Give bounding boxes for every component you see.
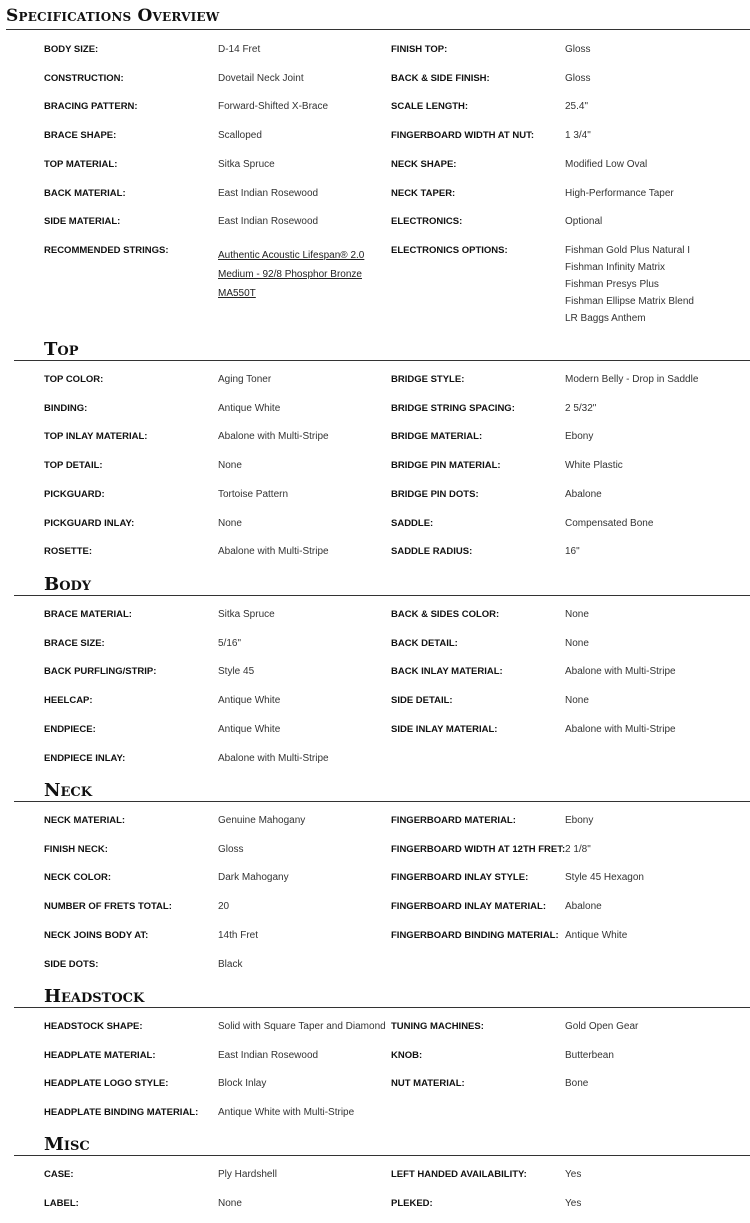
- spec-value: Antique White: [218, 695, 281, 707]
- spec-value: Style 45 Hexagon: [565, 872, 644, 884]
- spec-value: Solid with Square Taper and Diamond: [218, 1021, 386, 1032]
- spec-label: NUT MATERIAL:: [391, 1078, 465, 1090]
- spec-label: CASE:: [44, 1169, 74, 1180]
- spec-value: None: [565, 637, 589, 649]
- spec-value: Abalone: [565, 488, 602, 500]
- electronics-options-list: [565, 242, 694, 327]
- spec-label: SIDE DETAIL:: [391, 695, 453, 707]
- spec-label: BRACE MATERIAL:: [44, 609, 132, 620]
- spec-value: None: [565, 695, 589, 707]
- spec-label: BRACE SIZE:: [44, 637, 105, 649]
- spec-value: Aging Toner: [218, 374, 272, 385]
- spec-label: TOP INLAY MATERIAL:: [44, 431, 148, 443]
- spec-label: SCALE LENGTH:: [391, 101, 469, 113]
- spec-value: Gloss: [218, 843, 244, 855]
- spec-value: 25.4": [565, 101, 589, 113]
- spec-label: BRIDGE MATERIAL:: [391, 431, 483, 443]
- section-title-headstock: Headstock: [44, 986, 145, 1007]
- spec-value: Yes: [565, 1169, 582, 1180]
- spec-value: 1 3/4": [565, 130, 591, 142]
- spec-value: Modified Low Oval: [565, 158, 648, 170]
- electronics-option: LR Baggs Anthem: [565, 312, 646, 324]
- section-title-misc: Misc: [44, 1134, 90, 1155]
- spec-label: SIDE MATERIAL:: [44, 216, 121, 228]
- section-title-top: Top: [44, 339, 79, 360]
- spec-value: Gloss: [565, 44, 591, 55]
- spec-value: Antique White: [218, 723, 281, 735]
- spec-value: Dovetail Neck Joint: [218, 72, 304, 84]
- electronics-option: Fishman Ellipse Matrix Blend: [565, 295, 694, 307]
- spec-value: Sitka Spruce: [218, 609, 275, 620]
- spec-label: BRACE SHAPE:: [44, 130, 117, 142]
- spec-label: NUMBER OF FRETS TOTAL:: [44, 901, 172, 913]
- spec-label: FINGERBOARD INLAY STYLE:: [391, 872, 529, 884]
- spec-label: FINGERBOARD INLAY MATERIAL:: [391, 901, 546, 913]
- spec-label: LABEL:: [44, 1197, 79, 1209]
- spec-value: Abalone with Multi-Stripe: [218, 431, 329, 443]
- spec-value: Ebony: [565, 431, 594, 443]
- spec-value: Genuine Mahogany: [218, 815, 306, 826]
- spec-value: Abalone: [565, 901, 602, 913]
- spec-value: Ebony: [565, 815, 594, 826]
- spec-label: PLEKED:: [391, 1197, 433, 1209]
- spec-label: KNOB:: [391, 1049, 423, 1061]
- spec-label: SIDE INLAY MATERIAL:: [391, 723, 498, 735]
- spec-label: SIDE DOTS:: [44, 958, 99, 970]
- spec-value: Scalloped: [218, 130, 262, 142]
- spec-value: None: [218, 460, 242, 472]
- spec-value: Antique White: [565, 929, 628, 941]
- spec-value: Abalone with Multi-Stripe: [565, 666, 676, 678]
- spec-label: TOP COLOR:: [44, 374, 104, 385]
- spec-label: SADDLE RADIUS:: [391, 546, 473, 558]
- spec-value: East Indian Rosewood: [218, 216, 319, 228]
- spec-label: BRIDGE STRING SPACING:: [391, 402, 515, 414]
- spec-label: HEADSTOCK SHAPE:: [44, 1021, 143, 1032]
- spec-label: BRIDGE STYLE:: [391, 374, 465, 385]
- spec-label: BACK DETAIL:: [391, 637, 458, 649]
- spec-value: Abalone with Multi-Stripe: [565, 723, 676, 735]
- section-divider: [14, 595, 750, 596]
- spec-label: FINISH NECK:: [44, 843, 108, 855]
- spec-label: TOP MATERIAL:: [44, 158, 118, 170]
- spec-label: SADDLE:: [391, 517, 434, 529]
- spec-label: FINGERBOARD WIDTH AT NUT:: [391, 130, 535, 142]
- spec-value: None: [565, 609, 589, 620]
- spec-value: East Indian Rosewood: [218, 1049, 319, 1061]
- spec-label: BRIDGE PIN MATERIAL:: [391, 460, 501, 472]
- spec-value: 5/16": [218, 637, 242, 649]
- spec-label: ELECTRONICS:: [391, 216, 463, 228]
- spec-value: Ply Hardshell: [218, 1169, 277, 1180]
- spec-label: NECK TAPER:: [391, 187, 456, 199]
- spec-value: Yes: [565, 1197, 582, 1209]
- spec-value: Tortoise Pattern: [218, 488, 289, 500]
- spec-label: HEADPLATE MATERIAL:: [44, 1049, 156, 1061]
- recommended-strings-link[interactable]: MA550T: [218, 287, 256, 299]
- spec-label: NECK COLOR:: [44, 872, 112, 884]
- spec-value: Black: [218, 958, 243, 970]
- spec-value: Optional: [565, 216, 603, 228]
- spec-value: 2 1/8": [565, 843, 591, 855]
- spec-label: HEADPLATE BINDING MATERIAL:: [44, 1107, 199, 1119]
- spec-label: BRIDGE PIN DOTS:: [391, 488, 479, 500]
- spec-value: Gloss: [565, 72, 591, 84]
- spec-label: ENDPIECE INLAY:: [44, 752, 126, 764]
- spec-value: 20: [218, 901, 230, 913]
- spec-label: BRACING PATTERN:: [44, 101, 138, 113]
- spec-value: Butterbean: [565, 1049, 614, 1061]
- section-divider: [14, 1007, 750, 1008]
- section-title-body: Body: [44, 574, 92, 595]
- spec-label: PICKGUARD:: [44, 488, 105, 500]
- spec-label: BACK PURFLING/STRIP:: [44, 666, 157, 678]
- spec-label: BACK & SIDE FINISH:: [391, 72, 490, 84]
- spec-value: None: [218, 517, 242, 529]
- section-divider: [14, 360, 750, 361]
- spec-value: Forward-Shifted X-Brace: [218, 101, 329, 113]
- recommended-strings-link[interactable]: Authentic Acoustic Lifespan® 2.0: [218, 249, 365, 261]
- spec-value: White Plastic: [565, 460, 623, 472]
- spec-value: 2 5/32": [565, 402, 597, 414]
- spec-label: TOP DETAIL:: [44, 460, 103, 472]
- spec-label: LEFT HANDED AVAILABILITY:: [391, 1169, 527, 1180]
- spec-value: Antique White: [218, 402, 281, 414]
- spec-label: BACK & SIDES COLOR:: [391, 609, 500, 620]
- spec-label: FINGERBOARD MATERIAL:: [391, 815, 516, 826]
- spec-label: FINISH TOP:: [391, 44, 448, 55]
- electronics-option: Fishman Presys Plus: [565, 278, 659, 290]
- page-title: Specifications Overview: [6, 6, 220, 26]
- spec-label: FINGERBOARD WIDTH AT 12TH FRET:: [391, 843, 566, 855]
- spec-value: Compensated Bone: [565, 517, 654, 529]
- spec-label: NECK JOINS BODY AT:: [44, 929, 149, 941]
- spec-label: BODY SIZE:: [44, 44, 99, 55]
- spec-value: Modern Belly - Drop in Saddle: [565, 374, 699, 385]
- spec-value: Bone: [565, 1078, 589, 1090]
- electronics-option: Fishman Gold Plus Natural I: [565, 244, 691, 256]
- spec-label: HEADPLATE LOGO STYLE:: [44, 1078, 169, 1090]
- spec-label: BACK INLAY MATERIAL:: [391, 666, 503, 678]
- section-title-neck: Neck: [44, 780, 93, 801]
- spec-label: ELECTRONICS OPTIONS:: [391, 244, 508, 256]
- spec-value: None: [218, 1197, 242, 1209]
- spec-label: PICKGUARD INLAY:: [44, 517, 135, 529]
- spec-label: BINDING:: [44, 402, 88, 414]
- spec-label: BACK MATERIAL:: [44, 187, 126, 199]
- spec-value: 14th Fret: [218, 929, 259, 941]
- spec-value: East Indian Rosewood: [218, 187, 319, 199]
- spec-value: Abalone with Multi-Stripe: [218, 546, 329, 558]
- spec-value: Dark Mahogany: [218, 872, 289, 884]
- spec-label: ROSETTE:: [44, 546, 93, 558]
- spec-label: NECK SHAPE:: [391, 158, 457, 170]
- spec-value: Gold Open Gear: [565, 1021, 639, 1032]
- section-divider: [14, 1155, 750, 1156]
- electronics-option: Fishman Infinity Matrix: [565, 261, 666, 273]
- spec-value: Sitka Spruce: [218, 158, 275, 170]
- spec-value: D-14 Fret: [218, 44, 261, 55]
- spec-value: Antique White with Multi-Stripe: [218, 1107, 355, 1119]
- spec-label: FINGERBOARD BINDING MATERIAL:: [391, 929, 559, 941]
- recommended-strings-link[interactable]: Medium - 92/8 Phosphor Bronze: [218, 268, 362, 280]
- section-divider: [14, 801, 750, 802]
- spec-value: 16": [565, 546, 580, 558]
- spec-label: ENDPIECE:: [44, 723, 96, 735]
- spec-value: Style 45: [218, 666, 255, 678]
- spec-label: TUNING MACHINES:: [391, 1021, 484, 1032]
- spec-value: Abalone with Multi-Stripe: [218, 752, 329, 764]
- spec-label: RECOMMENDED STRINGS:: [44, 244, 169, 256]
- spec-label: HEELCAP:: [44, 695, 93, 707]
- spec-label: CONSTRUCTION:: [44, 72, 124, 84]
- title-divider: [6, 29, 750, 30]
- spec-value: High-Performance Taper: [565, 187, 674, 199]
- spec-label: NECK MATERIAL:: [44, 815, 126, 826]
- spec-value: Block Inlay: [218, 1078, 267, 1090]
